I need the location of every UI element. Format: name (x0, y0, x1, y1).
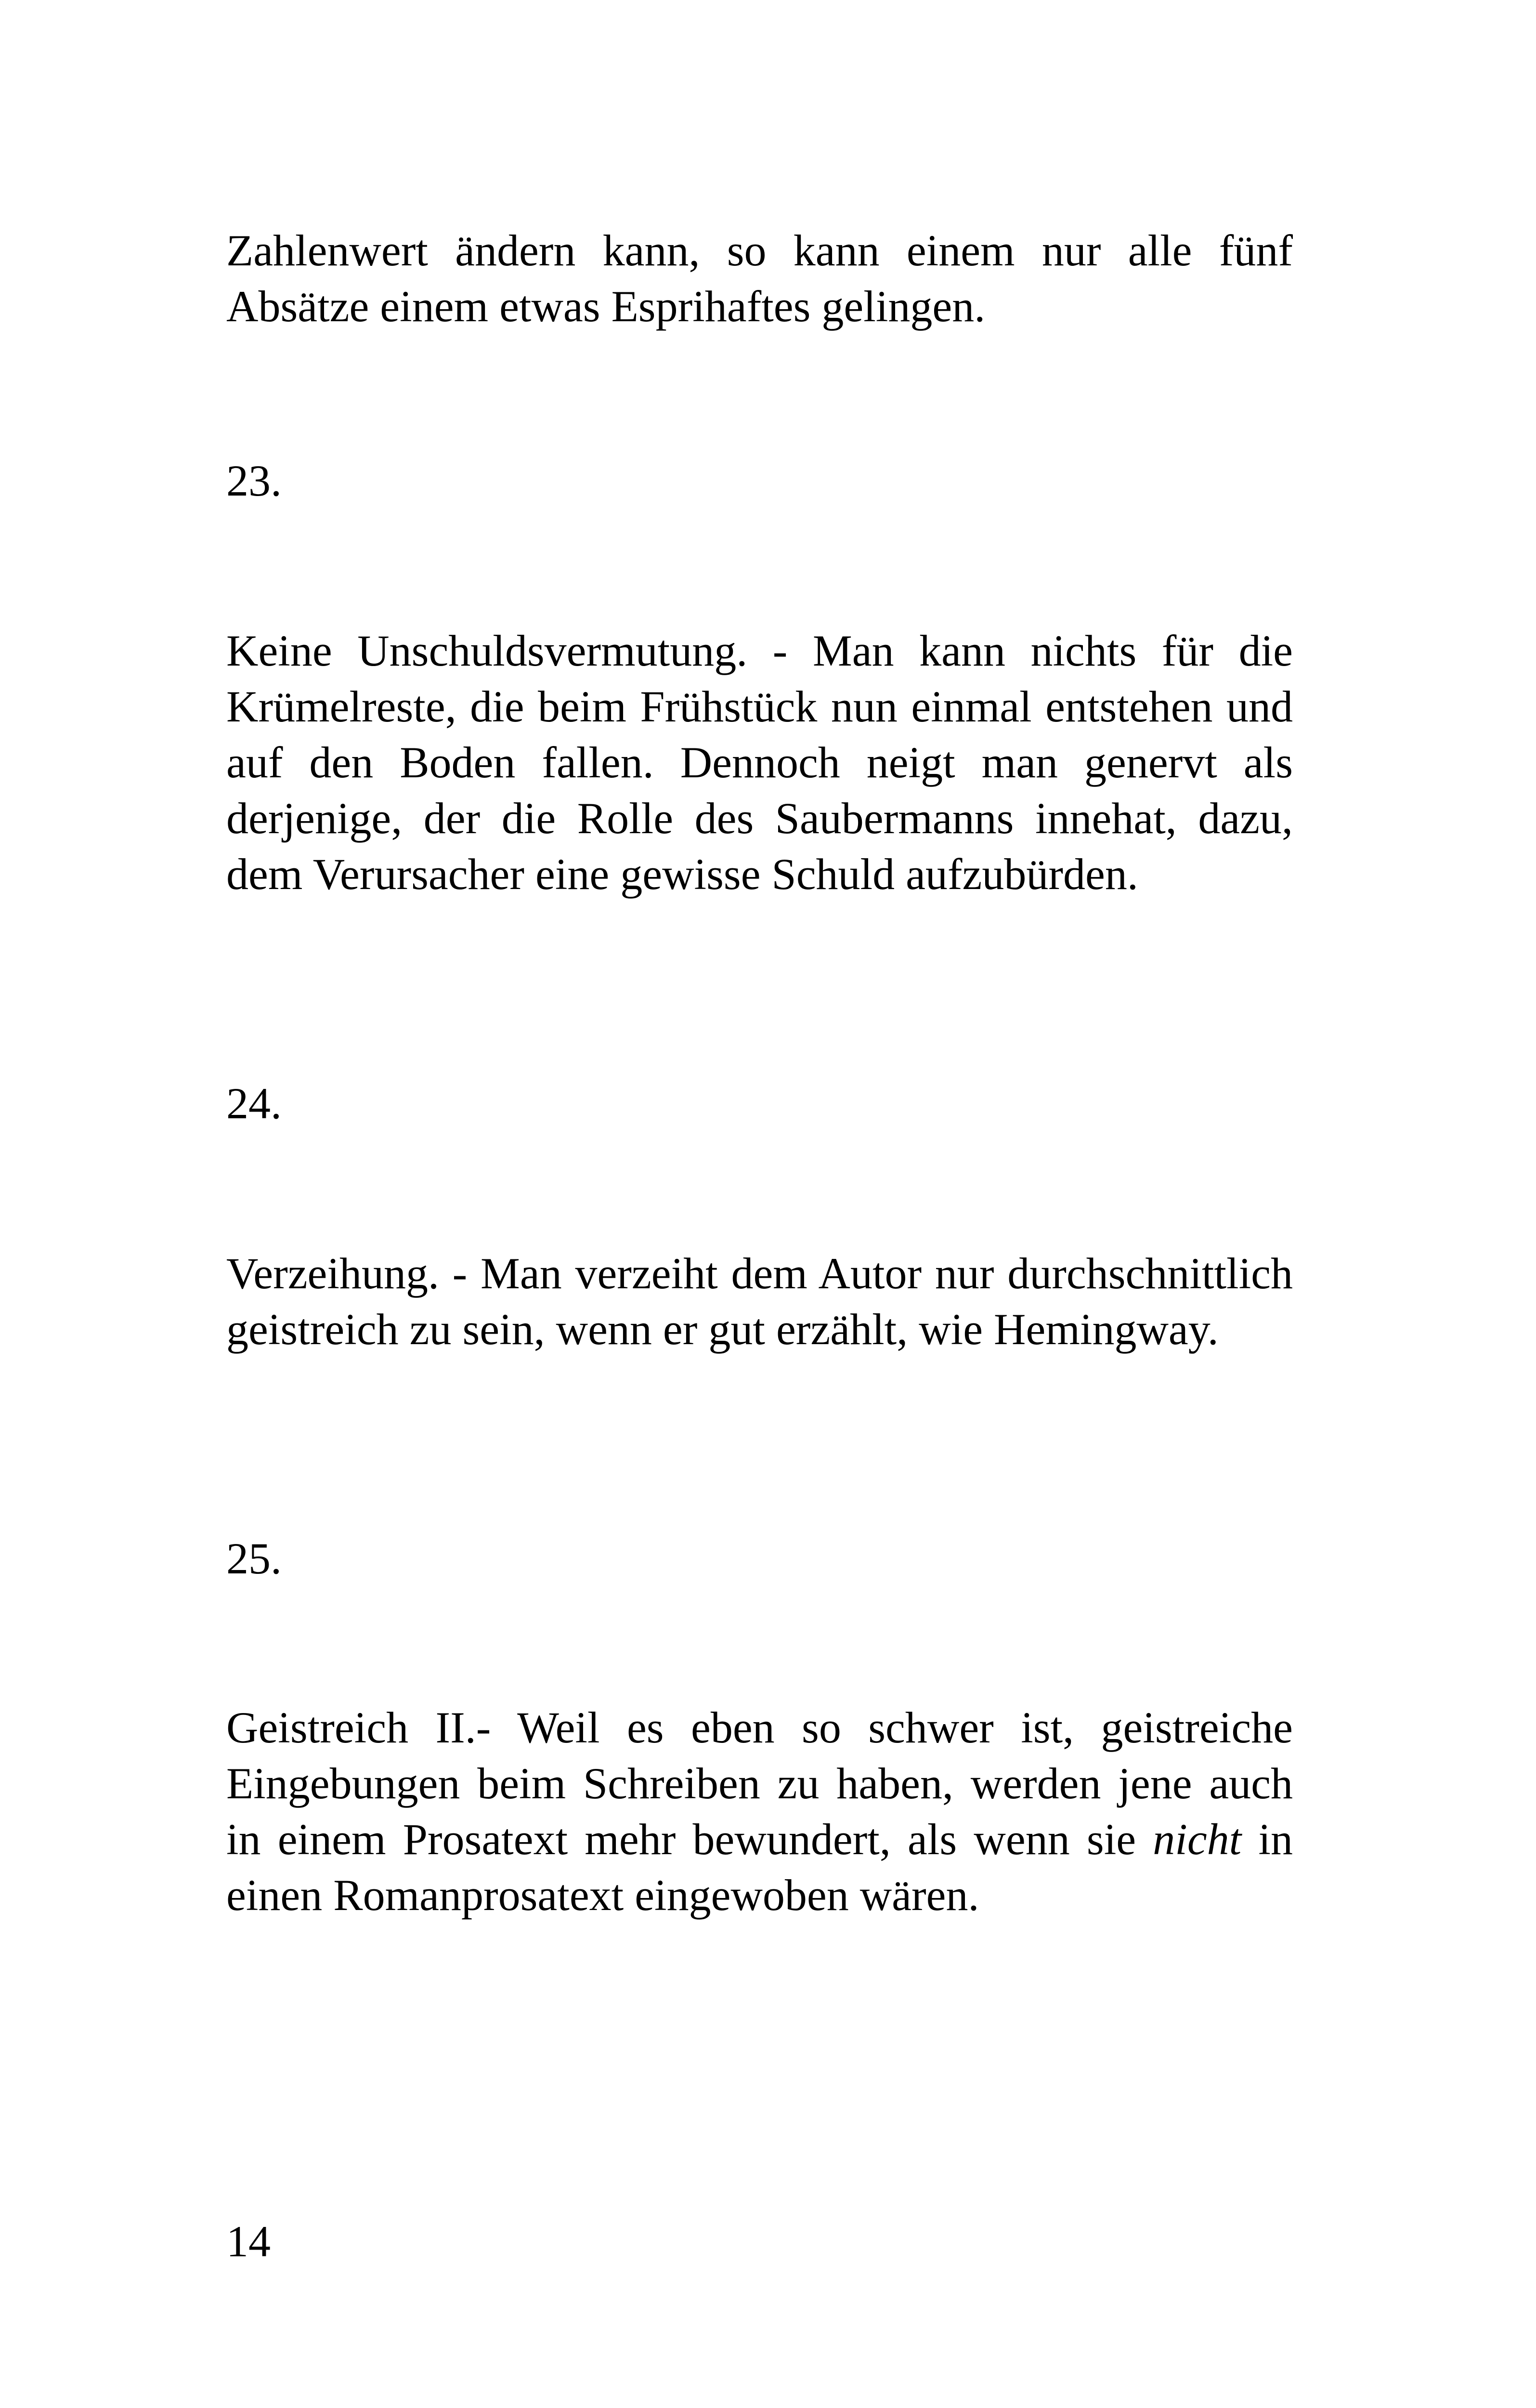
continuation-paragraph: Zahlenwert ändern kann, so kann einem nur alle fünf Absätze einem etwas Esprihaftes gelingen. (226, 226, 1293, 331)
section-25-text-end: in einen Romanprosatext eingewoben wären. (226, 1815, 1293, 1920)
section-25-paragraph (226, 1700, 1293, 1923)
section-23-paragraph: Keine Unschuldsvermutung. - Man kann nichts für die Krümelreste, die beim Frühstück nun einmal entstehen und auf den Boden fallen. Dennoch neigt man genervt als derjenige, der die Rolle des Saubermanns innehat, dazu, dem Verursacher eine gewisse Schuld aufzubürden. (226, 626, 1293, 899)
section-24-paragraph: Verzeihung. - Man verzeiht dem Autor nur durchschnittlich geistreich zu sein, wenn er gut erzählt, wie Hemingway. (226, 1249, 1293, 1354)
section-number-25: 25. (226, 1534, 282, 1583)
section-25-italic-word: nicht (1153, 1815, 1242, 1864)
section-25-text-start: Geistreich II.- Weil es eben so schwer ist, geistreiche Eingebungen beim Schreiben zu haben, werden jene auch in einem Prosatext mehr bewundert, als wenn sie (226, 1703, 1293, 1864)
page-number: 14 (226, 2217, 271, 2266)
section-number-23: 23. (226, 456, 282, 505)
section-number-24: 24. (226, 1079, 282, 1128)
